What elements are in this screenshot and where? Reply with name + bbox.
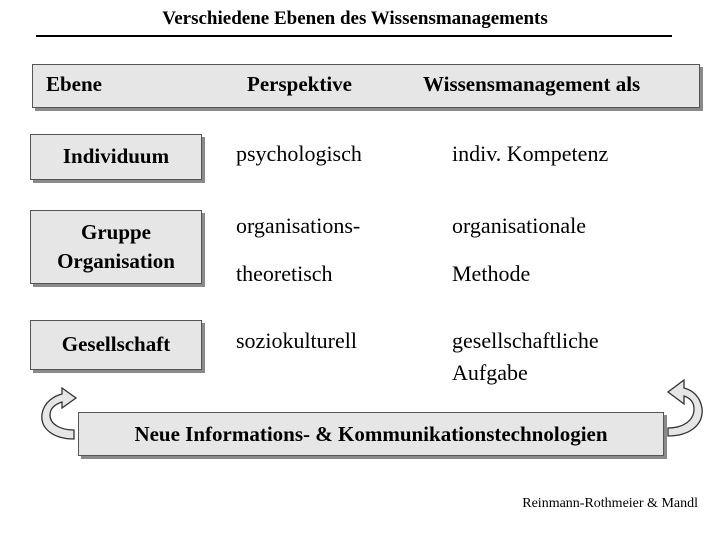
km-cell: organisationale <box>452 213 586 238</box>
level-label: Individuum <box>62 144 170 169</box>
km-cell: Aufgabe <box>452 360 528 385</box>
level-box-gesellschaft <box>30 320 202 370</box>
title-underline <box>36 35 672 37</box>
perspective-cell: psychologisch <box>236 141 362 166</box>
technology-banner <box>78 412 664 456</box>
level-label: Organisation <box>57 249 175 273</box>
page-title: Verschiedene Ebenen des Wissensmanagements <box>162 8 548 29</box>
km-cell: Methode <box>452 261 531 286</box>
level-box-individuum <box>30 134 202 180</box>
perspective-cell: theoretisch <box>236 261 333 286</box>
header-km-as: Wissensmanagement als <box>423 72 641 96</box>
level-label: Gesellschaft <box>61 332 171 357</box>
km-cell: gesellschaftliche <box>452 328 599 353</box>
km-cell: indiv. Kompetenz <box>452 141 609 166</box>
banner-text: Neue Informations- & Kommunikationstechnologien <box>134 421 608 446</box>
perspective-cell: soziokulturell <box>236 328 357 353</box>
header-level: Ebene <box>46 72 103 96</box>
level-box-gruppe-organisation <box>30 210 202 284</box>
header-perspective: Perspektive <box>247 72 352 96</box>
source-credit: Reinmann-Rothmeier & Mandl <box>522 496 698 511</box>
curved-arrow-right-icon <box>664 374 710 444</box>
curved-arrow-left-icon <box>34 384 80 444</box>
level-label: Gruppe <box>80 219 151 244</box>
perspective-cell: organisations- <box>236 213 361 238</box>
